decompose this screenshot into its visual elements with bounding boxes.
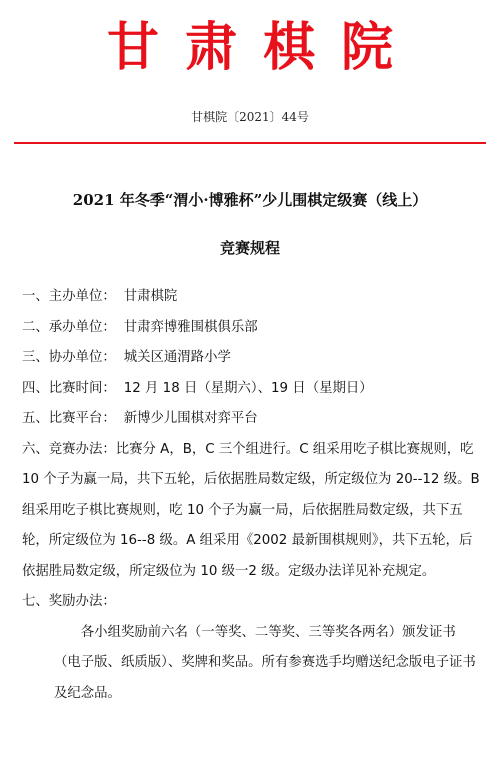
section-label: 三、协办单位： [22, 350, 116, 365]
document-subtitle: 竞赛规程 [219, 239, 280, 257]
section-value: 甘肃棋院 [123, 289, 178, 304]
section-organizer [22, 282, 482, 313]
awards-text: 各小组奖励前六名（一等奖、二等奖、三等奖各两名）颁发证书（电子版、纸质版）、奖牌和奖品。所有参赛选手均赠送纪念版电子证书及纪念品。 [54, 624, 476, 701]
section-label: 二、承办单位： [22, 319, 116, 335]
rules-text: 比赛分 A，B，C 三个组进行。C 组采用吃子棋比赛规则，吃 10 个子为赢一局，共下五轮，后依据胜局数定级，所定级位为 20--12 级。B 组采用吃子棋比赛规则，吃 10 个子为赢一局，后依据胜局数定级，共下五轮，所定级位为 16--8 级。A 组采用《2002 最新围棋规则》，共下五轮，后依据胜局数定级，所定级位为 10 级一2 级。定级办法详见补充规定。 [22, 441, 480, 579]
section-value: 甘肃弈博雅围棋俱乐部 [123, 319, 258, 335]
section-platform [22, 404, 482, 435]
section-value: 城关区通渭路小学 [123, 350, 231, 365]
document-body [22, 282, 482, 709]
section-host [22, 313, 482, 344]
section-time [22, 374, 482, 405]
section-rules [22, 435, 482, 588]
section-awards-label [22, 587, 482, 618]
red-divider-line [14, 142, 486, 144]
document-number: 甘棋院〔2021〕44号 [191, 110, 309, 124]
section-value: 12 月 18 日（星期六）、19 日（星期日） [123, 380, 373, 396]
section-value: 新博少儿围棋对弈平台 [123, 411, 258, 426]
section-label: 五、比赛平台： [22, 411, 116, 426]
awards-label: 七、奖励办法： [22, 594, 116, 609]
section-co-organizer [22, 343, 482, 374]
section-label: 一、主办单位： [22, 289, 116, 304]
document-title: 2021 年冬季“渭小·博雅杯”少儿围棋定级赛（线上） [72, 191, 428, 209]
org-title: 甘肃棋院 [106, 17, 419, 78]
rules-label: 六、竞赛办法： [22, 441, 116, 457]
section-label: 四、比赛时间： [22, 380, 116, 396]
